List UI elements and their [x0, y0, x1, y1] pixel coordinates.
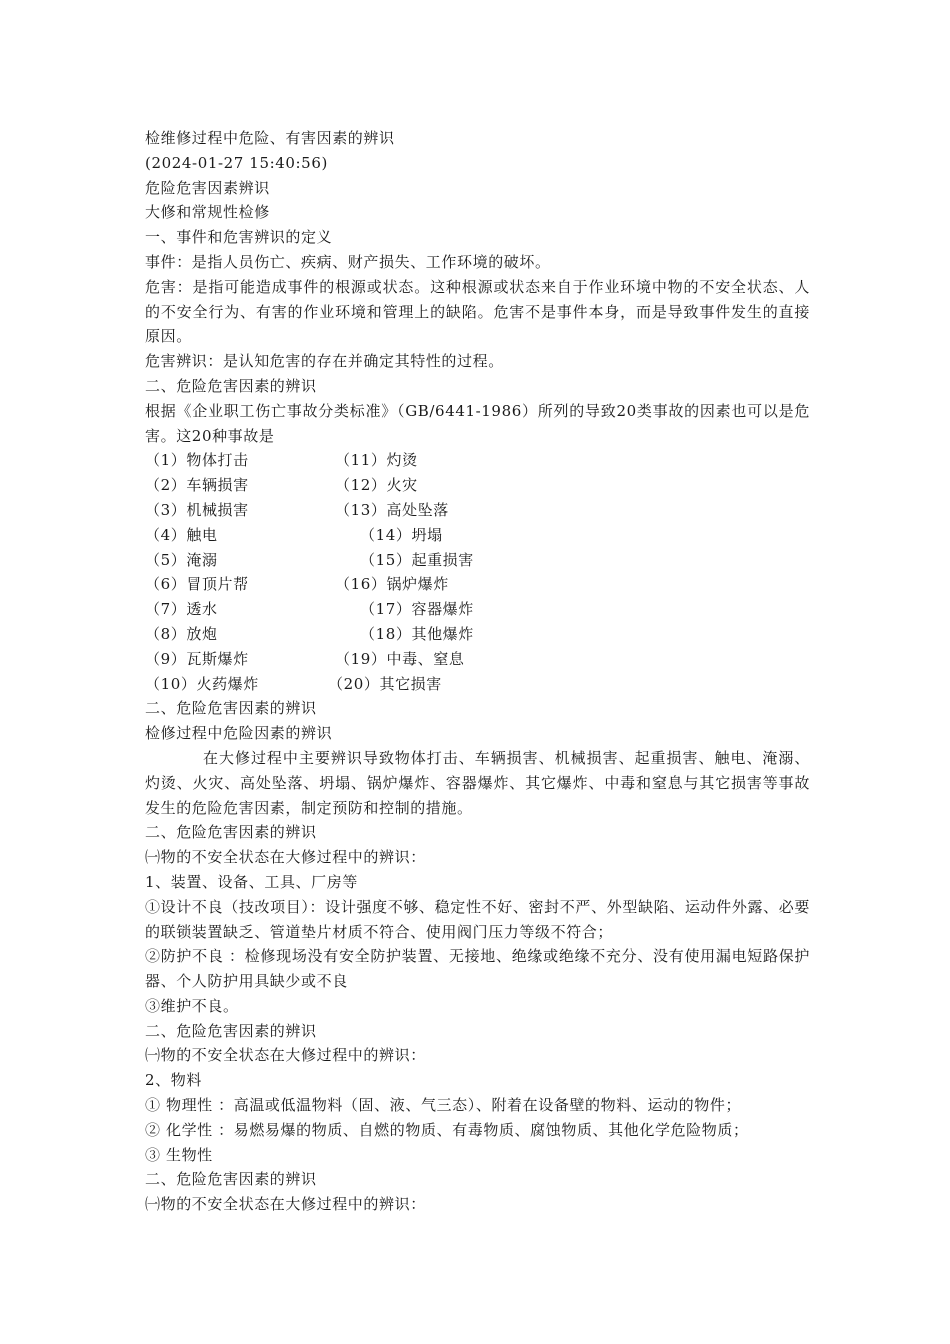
- accident-item: （14）坍塌: [360, 525, 443, 544]
- accident-item: （15）起重损害: [360, 550, 474, 569]
- accident-item: （2）车辆损害: [145, 476, 249, 495]
- accident-row: [145, 672, 810, 697]
- accident-item: （1）物体打击: [145, 451, 249, 470]
- point-chemical: ② 化学性 ：易燃易爆的物质、自燃的物质、有毒物质、腐蚀物质、其他化学危险物质；: [145, 1120, 749, 1139]
- section-heading: 二、危险危害因素的辨识: [145, 823, 317, 842]
- accident-list: [145, 448, 810, 696]
- subheading-overhaul-hazards: 检修过程中危险因素的辨识: [145, 724, 333, 743]
- accident-row: [145, 498, 810, 523]
- section-heading: 二、危险危害因素的辨识: [145, 1170, 317, 1189]
- accident-item: （13）高处坠落: [335, 500, 449, 519]
- accident-item: （16）锅炉爆炸: [335, 575, 449, 594]
- accident-row: [145, 622, 810, 647]
- accident-row: [145, 448, 810, 473]
- section-heading-identification: 二、危险危害因素的辨识: [145, 376, 317, 395]
- point-design-defect: ①设计不良（技改项目）：设计强度不够、稳定性不好、密封不严、外型缺陷、运动件外露、必要的联锁装置缺乏、管道垫片材质不符合、使用阀门压力等级不符合；: [145, 897, 810, 941]
- accident-row: [145, 523, 810, 548]
- subheading-unsafe-state: ㈠物的不安全状态在大修过程中的辨识：: [145, 1195, 426, 1214]
- event-definition: 事件：是指人员伤亡、疾病、财产损失、工作环境的破坏。: [145, 252, 551, 271]
- item-equipment: 1、装置、设备、工具、厂房等: [145, 872, 358, 891]
- accident-item: （8）放炮: [145, 624, 218, 643]
- section-heading: 二、危险危害因素的辨识: [145, 699, 317, 718]
- accident-item: （12）火灾: [335, 476, 418, 495]
- accident-item: （9）瓦斯爆炸: [145, 649, 249, 668]
- accident-item: （20）其它损害: [328, 674, 442, 693]
- point-poor-maintenance: ③维护不良。: [145, 996, 239, 1015]
- point-physical: ① 物理性 ：高温或低温物料（固、液、气三态）、附着在设备壁的物料、运动的物件；: [145, 1096, 742, 1115]
- accident-item: （5）淹溺: [145, 550, 218, 569]
- subheading-unsafe-state: ㈠物的不安全状态在大修过程中的辨识：: [145, 848, 426, 867]
- document-datetime: (2024-01-27 15:40:56): [145, 153, 328, 172]
- accident-item: （3）机械损害: [145, 500, 249, 519]
- standard-paragraph: 根据《企业职工伤亡事故分类标准》（GB/6441-1986）所列的导致20类事故的因素也可以是危害。这20种事故是: [145, 401, 810, 445]
- accident-row: [145, 597, 810, 622]
- section-heading-definitions: 一、事件和危害辨识的定义: [145, 228, 333, 247]
- point-biological: ③ 生物性: [145, 1145, 213, 1164]
- accident-item: （19）中毒、窒息: [335, 649, 465, 668]
- accident-item: （17）容器爆炸: [360, 600, 474, 619]
- item-materials: 2、物料: [145, 1071, 202, 1090]
- accident-row: [145, 572, 810, 597]
- accident-item: （6）冒顶片帮: [145, 575, 249, 594]
- overhaul-paragraph: 在大修过程中主要辨识导致物体打击、车辆损害、机械损害、起重损害、触电、淹溺、灼烫、火灾、高处坠落、坍塌、锅炉爆炸、容器爆炸、其它爆炸、中毒和窒息与其它损害等事故发生的危险危害因素，制定预防和控制的措施。: [145, 748, 810, 817]
- heading-overhaul: 大修和常规性检修: [145, 203, 270, 222]
- accident-row: [145, 473, 810, 498]
- subheading-unsafe-state: ㈠物的不安全状态在大修过程中的辨识：: [145, 1046, 426, 1065]
- point-poor-protection: ②防护不良 ：检修现场没有安全防护装置、无接地、绝缘或绝缘不充分、没有使用漏电短路保护器、个人防护用具缺少或不良: [145, 947, 810, 991]
- accident-item: （7）透水: [145, 600, 218, 619]
- heading-hazard-identification: 危险危害因素辨识: [145, 178, 270, 197]
- accident-item: （10）火药爆炸: [145, 674, 259, 693]
- hazard-identification-definition: 危害辨识：是认知危害的存在并确定其特性的过程。: [145, 352, 504, 371]
- accident-item: （4）触电: [145, 525, 218, 544]
- accident-row: [145, 647, 810, 672]
- accident-item: （11）灼烫: [335, 451, 418, 470]
- section-heading: 二、危险危害因素的辨识: [145, 1021, 317, 1040]
- accident-row: [145, 548, 810, 573]
- document-body: [145, 126, 810, 1217]
- hazard-definition: 危害：是指可能造成事件的根源或状态。这种根源或状态来自于作业环境中物的不安全状态、人的不安全行为、有害的作业环境和管理上的缺陷。危害不是事件本身，而是导致事件发生的直接原因。: [145, 277, 810, 346]
- document-title: 检维修过程中危险、有害因素的辨识: [145, 129, 395, 147]
- accident-item: （18）其他爆炸: [360, 624, 474, 643]
